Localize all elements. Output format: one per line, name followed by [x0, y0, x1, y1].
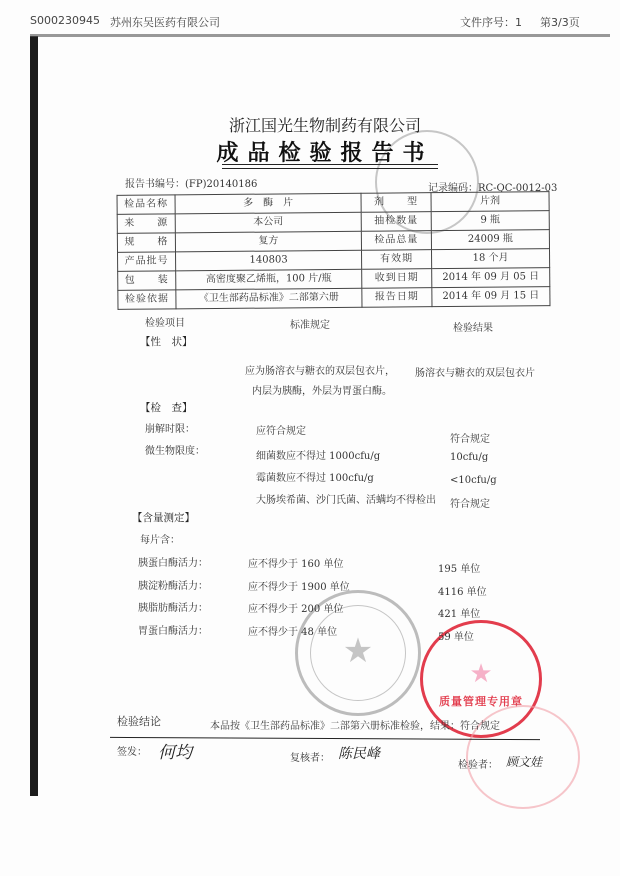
assay-result: 4116 单位 — [438, 587, 487, 598]
microbial-result: <10cfu/g — [450, 475, 497, 486]
info-label: 包 装 — [118, 271, 176, 291]
disintegration-result: 符合规定 — [450, 434, 490, 445]
assay-standard: 应不得少于 160 单位 — [248, 559, 344, 570]
appearance-standard-1: 应为肠溶衣与糖衣的双层包衣片， — [245, 366, 395, 377]
appearance-standard-2: 内层为胰酶，外层为胃蛋白酶。 — [252, 386, 392, 397]
info-value: 《卫生部药品标准》二部第六册 — [176, 288, 362, 309]
red-stamp: 质量管理专用章 ★ — [420, 620, 542, 738]
info-label: 检品总量 — [361, 231, 431, 251]
inspector-label: 检验者： — [458, 760, 498, 771]
document-title: 成品检验报告书 — [216, 140, 434, 166]
appearance-result: 肠溶衣与糖衣的双层包衣片 — [415, 368, 535, 379]
reviewer-label: 复核者： — [290, 753, 330, 764]
info-value: 高密度聚乙烯瓶，100 片/瓶 — [176, 269, 362, 290]
info-value: 18 个月 — [431, 249, 549, 269]
column-item: 检验项目 — [145, 318, 185, 329]
assay-result: 59 单位 — [438, 632, 474, 643]
section-appearance: 【性 状】 — [140, 336, 193, 348]
microbial-result: 符合规定 — [450, 499, 490, 510]
column-standard: 标准规定 — [290, 320, 330, 331]
microbial-result: 10cfu/g — [450, 452, 489, 463]
info-label: 规 格 — [117, 233, 175, 253]
page-number: 第3/3页 — [540, 16, 580, 29]
per-tablet-label: 每片含： — [140, 535, 180, 546]
microbial-standard: 霉菌数应不得过 100cfu/g — [256, 473, 374, 484]
conclusion-label: 检验结论 — [117, 715, 161, 728]
title-underline — [222, 164, 438, 169]
scan-top-edge — [30, 34, 610, 37]
company-title: 浙江国光生物制药有限公司 — [228, 116, 421, 135]
info-label: 剂 型 — [361, 193, 431, 213]
column-result: 检验结果 — [453, 323, 493, 334]
assay-label: 胃蛋白酶活力： — [138, 626, 208, 637]
info-row — [118, 287, 550, 310]
microbial-label: 微生物限度： — [145, 446, 205, 457]
info-value: 片剂 — [431, 192, 549, 212]
disintegration-standard: 应符合规定 — [256, 426, 306, 437]
microbial-standard: 细菌数应不得过 1000cfu/g — [256, 451, 381, 462]
info-value: 2014 年 09 月 05 日 — [432, 268, 550, 288]
info-label: 来 源 — [117, 214, 175, 234]
reviewer-signature: 陈民峰 — [338, 746, 380, 762]
info-value: 多 酶 片 — [175, 193, 361, 214]
assay-standard: 应不得少于 200 单位 — [248, 604, 344, 615]
info-value: 2014 年 09 月 15 日 — [432, 287, 550, 307]
file-number: 文件序号：1 — [460, 16, 522, 29]
conclusion-text: 本品按《卫生部药品标准》二部第六册标准检验，结果：符合规定 — [210, 721, 500, 732]
section-inspection: 【检 查】 — [140, 402, 193, 414]
info-value: 本公司 — [175, 212, 361, 233]
info-value: 9 瓶 — [431, 211, 549, 231]
assay-standard: 应不得少于 48 单位 — [248, 627, 338, 638]
info-value: 140803 — [176, 250, 362, 271]
assay-result: 421 单位 — [438, 609, 481, 620]
issuer-label: 签发： — [117, 747, 147, 758]
info-label: 检验依据 — [118, 290, 176, 310]
assay-label: 胰脂肪酶活力： — [138, 603, 208, 614]
info-label: 检品名称 — [117, 195, 175, 215]
report-number: 报告书编号：(FP)20140186 — [125, 179, 258, 190]
assay-result: 195 单位 — [438, 564, 481, 575]
header-company: 苏州东吴医药有限公司 — [110, 16, 220, 29]
disintegration-label: 崩解时限： — [145, 424, 195, 435]
section-assay: 【含量测定】 — [132, 512, 195, 524]
info-label: 有效期 — [361, 250, 431, 270]
product-info-table — [117, 191, 551, 310]
microbial-standard: 大肠埃希菌、沙门氏菌、活螨均不得检出 — [256, 495, 436, 506]
info-value: 复方 — [175, 231, 361, 252]
info-label: 报告日期 — [362, 288, 432, 308]
inspector-signature: 顾文娃 — [506, 755, 543, 769]
info-value: 24009 瓶 — [431, 230, 549, 250]
assay-standard: 应不得少于 1900 单位 — [248, 582, 350, 593]
info-label: 抽检数量 — [361, 212, 431, 232]
assay-label: 胰淀粉酶活力： — [138, 581, 208, 592]
assay-label: 胰蛋白酶活力： — [138, 558, 208, 569]
issuer-signature: 何均 — [158, 743, 192, 763]
info-label: 收到日期 — [362, 269, 432, 289]
info-label: 产品批号 — [118, 252, 176, 272]
doc-code: S000230945 — [30, 14, 100, 27]
record-code: 记录编码：RC-QC-0012-03 — [428, 183, 558, 194]
gray-stamp-bottom: ★ — [295, 590, 421, 716]
